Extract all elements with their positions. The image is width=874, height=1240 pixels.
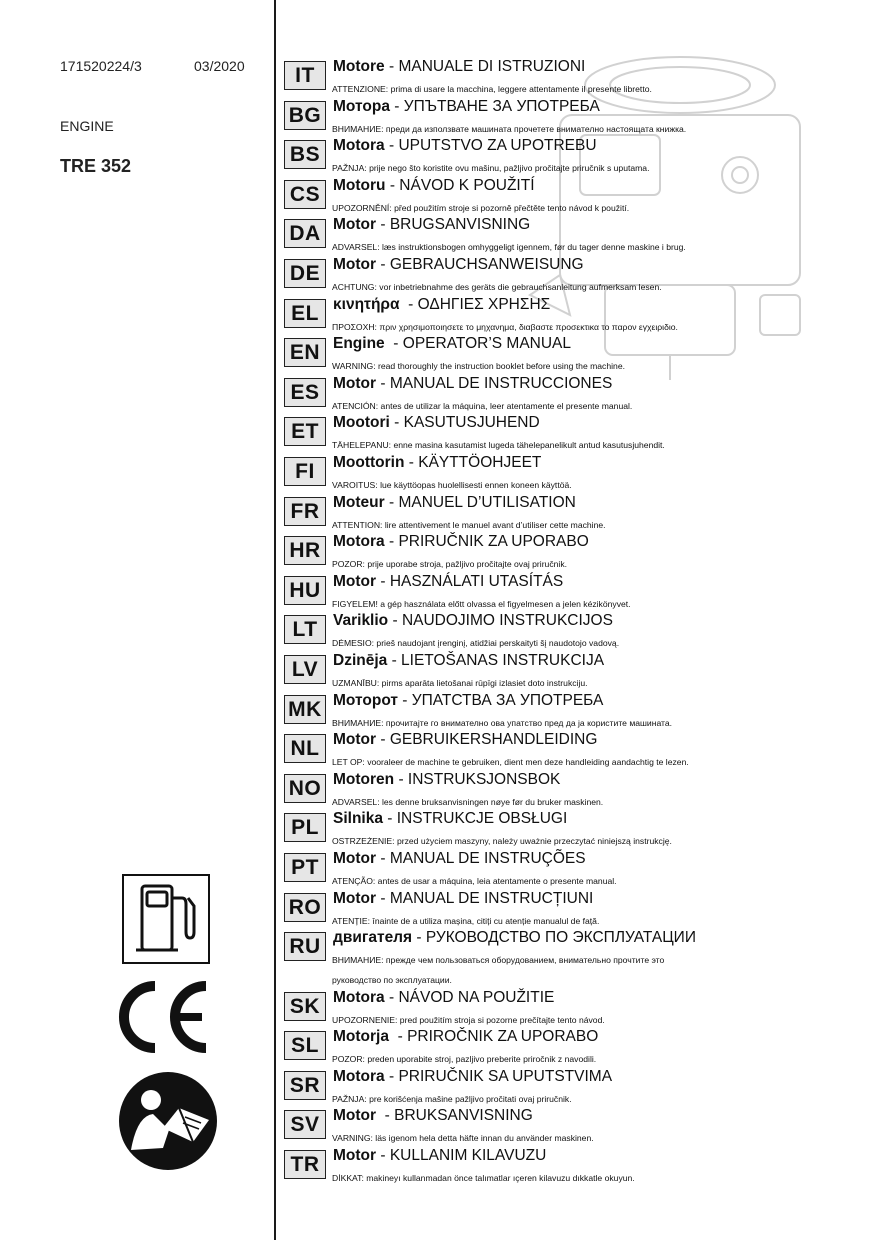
manual-title xyxy=(333,771,560,789)
manual-title xyxy=(333,454,541,472)
warning-label: TÄHELEPANU: xyxy=(332,440,392,451)
title-separator: - xyxy=(376,1147,390,1164)
warning-body: vooraleer de machine te gebruiken, dient men deze handleiding aandachtig te lezen. xyxy=(364,757,689,768)
manual-title xyxy=(333,652,604,670)
warning-label: UPOZORNENIE: xyxy=(332,1014,398,1025)
warning-text xyxy=(332,599,631,609)
language-code-badge: LV xyxy=(284,655,326,684)
manual-title-text: INSTRUKSJONSBOK xyxy=(407,770,561,788)
title-separator: - xyxy=(398,691,412,709)
title-separator: - xyxy=(376,889,390,907)
engine-word: Moteur xyxy=(333,493,385,511)
warning-body: read thoroughly the instruction booklet before using the machine. xyxy=(375,361,625,372)
manual-title-text: NAUDOJIMO INSTRUKCIJOS xyxy=(401,612,613,630)
manual-title-text: PRIRUČNIK ZA UPORABO xyxy=(398,533,589,551)
warning-body: makineyı kullanmadan önce talımatlar ıçeren kilavuzu dıkkatle okuyun. xyxy=(363,1173,635,1183)
manual-title xyxy=(333,177,535,195)
warning-text xyxy=(332,124,686,134)
document-date: 03/2020 xyxy=(194,58,245,74)
manual-title xyxy=(333,850,586,868)
warning-body: pred použitím stroja si pozorne prečítajte tento návod. xyxy=(397,1014,605,1025)
warning-body: vor inbetriebnahme des geräts die gebrauchsanleitung aufmerksam lesen. xyxy=(376,282,662,292)
warning-text xyxy=(332,797,603,807)
warning-body-continued: руководство по эксплуатации. xyxy=(332,975,452,986)
language-code-badge: EL xyxy=(284,299,326,328)
warning-text xyxy=(332,559,567,569)
engine-word: Motora xyxy=(333,137,385,155)
vertical-divider xyxy=(274,0,276,1240)
title-separator: - xyxy=(389,414,404,432)
manual-title xyxy=(333,58,585,76)
language-code-badge: NO xyxy=(284,774,326,803)
warning-text xyxy=(332,203,629,213)
manual-title-text: MANUAL DE INSTRUCȚIUNI xyxy=(389,889,594,907)
warning-body: a gép használata előtt olvassa el figyelmesen a jelen kézikönyvet. xyxy=(377,598,631,609)
engine-word: Motor xyxy=(333,731,377,749)
language-code-badge: RO xyxy=(284,893,326,922)
engine-word: Motoru xyxy=(333,176,386,194)
engine-illustration xyxy=(520,45,820,385)
manual-title-text: GEBRAUCHSANWEISUNG xyxy=(389,256,584,273)
manual-title-text: УПЪТВАНЕ ЗА УПОТРЕБА xyxy=(403,97,600,115)
language-code-badge: PT xyxy=(284,853,326,882)
language-code-badge: DE xyxy=(284,259,326,288)
language-code-badge: HR xyxy=(284,536,326,565)
language-code-badge: CS xyxy=(284,180,326,209)
engine-word: Moottorin xyxy=(333,454,405,471)
warning-text xyxy=(332,361,625,371)
warning-label: ATTENZIONE: xyxy=(332,84,389,94)
language-code-badge: MK xyxy=(284,695,326,724)
warning-text xyxy=(332,1054,596,1064)
read-manual-icon xyxy=(117,1070,219,1172)
manual-title xyxy=(333,414,540,432)
warning-body: pre korišćenja mašine pažljivo pročitati ovaj priručnik. xyxy=(366,1093,572,1104)
warning-label: OSTRZEŻENIE: xyxy=(332,836,395,847)
manual-title-text: KASUTUSJUHEND xyxy=(403,414,540,432)
manual-title xyxy=(333,494,576,512)
warning-label: VARNING: xyxy=(332,1133,373,1144)
warning-label: ADVARSEL: xyxy=(332,796,380,807)
manual-title xyxy=(333,692,603,710)
engine-word: Motor xyxy=(333,889,377,907)
warning-label: POZOR: xyxy=(332,559,365,570)
warning-body: prije nego što koristite ovu mašinu, pažljivo pročitajte priručnik s uputama. xyxy=(366,163,650,174)
manual-title xyxy=(333,929,696,947)
manual-title-text: MANUALE DI ISTRUZIONI xyxy=(398,58,586,75)
language-code-badge: SV xyxy=(284,1110,326,1139)
warning-label: DİKKAT: xyxy=(332,1173,364,1183)
language-code-badge: DA xyxy=(284,219,326,248)
title-separator: - xyxy=(376,572,390,590)
language-code-badge: FR xyxy=(284,497,326,526)
title-separator: - xyxy=(384,533,399,551)
warning-label: ВНИМАНИЕ: xyxy=(332,955,384,966)
title-separator: - xyxy=(394,770,408,788)
language-code-badge: EN xyxy=(284,338,326,367)
warning-body: les denne bruksanvisningen nøye før du bruker maskinen. xyxy=(379,796,604,807)
manual-title xyxy=(333,1147,546,1165)
warning-body: преди да използвате машината прочетете внимателно настоящата книжка. xyxy=(383,123,687,134)
warning-label: UZMANĪBU: xyxy=(332,678,380,688)
manual-title-text: GEBRUIKERSHANDLEIDING xyxy=(389,731,598,749)
manual-title xyxy=(333,890,593,908)
title-separator: - xyxy=(376,731,390,749)
warning-body: preden uporabite stroj, pazljivo preberite priročnik z navodili. xyxy=(364,1054,597,1065)
warning-body: lue käyttöopas huolellisesti ennen koneen käyttöä. xyxy=(377,480,572,490)
manual-title xyxy=(333,375,612,393)
warning-text xyxy=(332,955,664,965)
title-separator: - xyxy=(384,137,399,155)
manual-title-text: UPUTSTVO ZA UPOTREBU xyxy=(398,137,597,155)
language-code-badge: HU xyxy=(284,576,326,605)
fuel-pump-icon xyxy=(122,874,210,964)
language-code-badge: IT xyxy=(284,61,326,90)
title-separator: - xyxy=(388,612,402,630)
title-separator: - xyxy=(404,454,419,471)
warning-body: прежде чем пользоваться оборудованием, внимательно прочтите это xyxy=(383,955,665,966)
warning-text xyxy=(332,401,632,411)
engine-word: Silnika xyxy=(333,810,383,828)
title-separator: - xyxy=(412,929,426,947)
title-separator: - xyxy=(384,988,399,1006)
language-code-badge: LT xyxy=(284,615,326,644)
warning-text xyxy=(332,1173,635,1183)
warning-body: læs instruktionsbogen omhyggeligt igennem, før du tager denne maskine i brug. xyxy=(379,242,686,253)
warning-body: lire attentivement le manuel avant d’utiliser cette machine. xyxy=(382,519,606,530)
document-code: 171520224/3 xyxy=(60,58,142,74)
engine-word: Motoren xyxy=(333,770,395,788)
title-separator: - xyxy=(376,374,390,392)
warning-text xyxy=(332,242,686,252)
manual-title xyxy=(333,335,571,353)
manual-title-text: HASZNÁLATI UTASÍTÁS xyxy=(389,572,564,590)
engine-word: Motorja xyxy=(333,1028,389,1046)
manual-title-text: УПАТСТВА ЗА УПОТРЕБА xyxy=(411,691,604,709)
manual-title xyxy=(333,1068,612,1086)
title-separator: - xyxy=(384,335,403,353)
manual-title xyxy=(333,533,589,551)
manual-title-text: KULLANIM KILAVUZU xyxy=(389,1147,547,1164)
warning-body: před použitím stroje si pozorně přečtěte tento návod k použití. xyxy=(391,202,630,213)
warning-label: ΠΡΟΣΟΧΗ: xyxy=(332,321,377,332)
title-separator: - xyxy=(384,58,399,75)
manual-title-text: NÁVOD NA POUŽITIE xyxy=(398,988,555,1006)
title-separator: - xyxy=(389,97,404,115)
engine-word: Мотора xyxy=(333,97,390,115)
warning-body: antes de usar a máquina, leia atentamente o presente manual. xyxy=(375,876,617,886)
warning-body: πριν χρησιμοποιησετε το μηχανημα, διαβαστε προσεκτικα το παρον εγχειριδιο. xyxy=(376,321,678,332)
engine-word: Motora xyxy=(333,1067,385,1085)
warning-label: ATENÇÃO: xyxy=(332,876,376,886)
warning-text xyxy=(332,836,672,846)
language-code-badge: RU xyxy=(284,932,326,961)
warning-text xyxy=(332,480,572,490)
document-subject: ENGINE xyxy=(60,118,114,134)
engine-word: Motor xyxy=(333,1147,377,1164)
manual-title-text: LIETOŠANAS INSTRUKCIJA xyxy=(401,652,605,669)
manual-title xyxy=(333,296,550,314)
manual-title-text: PRIROČNIK ZA UPORABO xyxy=(407,1028,599,1046)
warning-text xyxy=(332,520,606,530)
manual-title-text: MANUAL DE INSTRUCCIONES xyxy=(389,374,613,392)
manual-title-text: ΟΔΗΓΙΕΣ ΧΡΗΣΗΣ xyxy=(417,295,551,313)
language-code-badge: ET xyxy=(284,417,326,446)
warning-text xyxy=(332,84,652,94)
engine-word: Motor xyxy=(333,572,377,590)
warning-label: ВНИМАНИЕ: xyxy=(332,123,384,134)
language-code-badge: SK xyxy=(284,992,326,1021)
manual-title-text: INSTRUKCJE OBSŁUGI xyxy=(396,810,568,828)
ce-mark-icon xyxy=(118,980,212,1054)
engine-word: κινητήρα xyxy=(333,295,400,313)
engine-word: Motora xyxy=(333,988,385,1006)
warning-body: läs igenom hela detta häfte innan du använder maskinen. xyxy=(372,1133,594,1144)
title-separator: - xyxy=(387,652,402,669)
engine-word: Motor xyxy=(333,850,377,867)
title-separator: - xyxy=(399,295,418,313)
manual-title xyxy=(333,256,584,274)
warning-label: DĖMESIO: xyxy=(332,638,375,649)
manual-title-text: MANUAL DE INSTRUÇÕES xyxy=(389,850,586,867)
manual-title xyxy=(333,1028,598,1046)
warning-label: FIGYELEM! xyxy=(332,598,378,609)
warning-text xyxy=(332,757,689,767)
warning-text xyxy=(332,718,672,728)
engine-word: Dzinēja xyxy=(333,652,388,669)
warning-body: prima di usare la macchina, leggere attentamente il presente libretto. xyxy=(388,84,652,94)
manual-title xyxy=(333,137,597,155)
warning-text xyxy=(332,1133,594,1143)
title-separator: - xyxy=(376,1107,395,1125)
warning-label: ACHTUNG: xyxy=(332,282,377,292)
warning-label: ADVARSEL: xyxy=(332,242,380,253)
warning-body: prije uporabe stroja, pažljivo pročitajte ovaj priručnik. xyxy=(364,559,568,570)
manual-title-text: NÁVOD K POUŽITÍ xyxy=(399,176,535,194)
manual-title-text: KÄYTTÖOHJEET xyxy=(418,454,542,471)
manual-title-text: BRUGSANVISNING xyxy=(389,216,531,234)
warning-text xyxy=(332,916,599,926)
warning-text xyxy=(332,163,649,173)
warning-text xyxy=(332,1015,605,1025)
engine-word: Motor xyxy=(333,256,377,273)
warning-label: ATTENTION: xyxy=(332,519,383,530)
engine-word: Variklio xyxy=(333,612,389,630)
engine-word: Motore xyxy=(333,58,385,75)
manual-title-text: PRIRUČNIK SA UPUTSTVIMA xyxy=(398,1067,613,1085)
manual-title xyxy=(333,989,554,1007)
model-name: TRE 352 xyxy=(60,156,132,176)
warning-label: UPOZORNĚNÍ: xyxy=(332,202,392,213)
manual-title xyxy=(333,216,530,234)
manual-title xyxy=(333,731,597,749)
warning-text xyxy=(332,282,662,292)
warning-label: ВНИМАНИЕ: xyxy=(332,717,384,728)
warning-label: PAŽNJA: xyxy=(332,1093,367,1104)
warning-text xyxy=(332,638,619,648)
manual-title xyxy=(333,98,600,116)
language-code-badge: FI xyxy=(284,457,326,486)
title-separator: - xyxy=(384,493,399,511)
engine-word: Mootori xyxy=(333,414,390,432)
warning-label: VAROITUS: xyxy=(332,480,378,490)
engine-word: Моторот xyxy=(333,691,398,709)
title-separator: - xyxy=(385,176,400,194)
manual-title-text: OPERATOR’S MANUAL xyxy=(402,335,572,353)
warning-body: prieš naudojant įrenginį, atidžiai perskaityti šį naudotojo vadovą. xyxy=(374,638,620,649)
engine-word: двигателя xyxy=(333,929,413,947)
warning-body: прочитајте го внимателно ова упатство пред да ја користите машината. xyxy=(383,717,673,728)
manual-title xyxy=(333,810,567,828)
manual-title-text: BRUKSANVISNING xyxy=(394,1107,533,1125)
warning-text xyxy=(332,1094,572,1104)
warning-label: WARNING: xyxy=(332,361,376,372)
manual-title xyxy=(333,612,613,630)
title-separator: - xyxy=(384,1067,399,1085)
manual-title xyxy=(333,1107,533,1125)
language-code-badge: ES xyxy=(284,378,326,407)
title-separator: - xyxy=(376,850,390,867)
language-code-badge: SR xyxy=(284,1071,326,1100)
manual-title xyxy=(333,573,563,591)
warning-body: przed użyciem maszyny, należy uważnie przeczytać niniejszą instrukcję. xyxy=(394,836,672,847)
language-code-badge: SL xyxy=(284,1031,326,1060)
title-separator: - xyxy=(388,1028,408,1046)
warning-text xyxy=(332,440,665,450)
warning-label: ATENȚIE: xyxy=(332,915,371,926)
manual-title-text: MANUEL D’UTILISATION xyxy=(398,493,576,511)
warning-body: înainte de a utiliza mașina, citiți cu atenție manualul de față. xyxy=(370,915,600,926)
engine-word: Motor xyxy=(333,374,377,392)
warning-body: pirms aparāta lietošanai rūpīgi izlasiet doto instrukciju. xyxy=(379,678,588,688)
warning-text xyxy=(332,678,588,688)
warning-text xyxy=(332,876,617,886)
warning-text xyxy=(332,322,678,332)
warning-label: LET OP: xyxy=(332,757,365,768)
warning-body: enne masina kasutamist lugeda tähelepanelikult antud kasutusjuhendit. xyxy=(391,440,665,451)
engine-word: Engine xyxy=(333,335,385,353)
language-code-badge: BS xyxy=(284,140,326,169)
manual-title-text: РУКОВОДСТВО ПО ЭКСПЛУАТАЦИИ xyxy=(425,929,696,947)
warning-body: antes de utilizar la máquina, leer atentamente el presente manual. xyxy=(378,400,633,411)
title-separator: - xyxy=(376,216,390,234)
engine-word: Motor xyxy=(333,216,377,234)
language-code-badge: NL xyxy=(284,734,326,763)
title-separator: - xyxy=(382,810,397,828)
language-code-badge: BG xyxy=(284,101,326,130)
language-code-badge: TR xyxy=(284,1150,326,1179)
warning-label: ATENCIÓN: xyxy=(332,400,379,411)
warning-label: PAŽNJA: xyxy=(332,163,367,174)
engine-word: Motora xyxy=(333,533,385,551)
engine-word: Motor xyxy=(333,1107,377,1125)
title-separator: - xyxy=(376,256,390,273)
warning-label: POZOR: xyxy=(332,1054,365,1065)
language-code-badge: PL xyxy=(284,813,326,842)
